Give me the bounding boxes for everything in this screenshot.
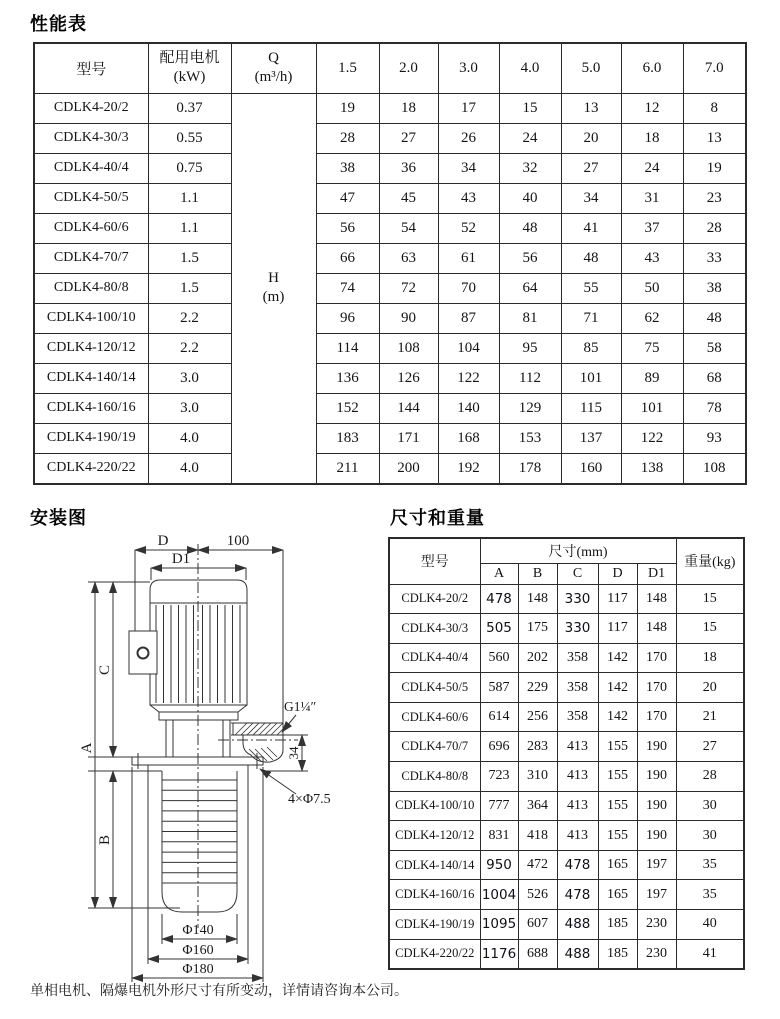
dims-cell-value: 688 (518, 939, 557, 969)
dims-cell-value: 330 (557, 584, 598, 614)
dims-cell-value: 190 (637, 732, 676, 762)
dims-cell-model: CDLK4-20/2 (389, 584, 480, 614)
perf-cell-head: 122 (621, 423, 683, 453)
dia-140-label: Φ140 (182, 923, 214, 938)
perf-cell-head: 54 (379, 213, 438, 243)
perf-header-flow-5: 5.0 (561, 43, 621, 93)
perf-cell-head: 74 (316, 273, 379, 303)
perf-header-flow-6: 6.0 (621, 43, 683, 93)
perf-row (34, 243, 746, 273)
perf-cell-head: 112 (499, 363, 561, 393)
perf-cell-model: CDLK4-140/14 (34, 363, 148, 393)
perf-cell-power: 3.0 (148, 363, 231, 393)
perf-cell-power: 2.2 (148, 333, 231, 363)
perf-cell-head: 36 (379, 153, 438, 183)
perf-cell-head: 33 (683, 243, 746, 273)
perf-cell-power: 0.37 (148, 93, 231, 123)
dims-cell-value: 418 (518, 821, 557, 851)
dims-cell-weight: 30 (676, 821, 744, 851)
perf-cell-head: 178 (499, 453, 561, 484)
dims-row (389, 791, 744, 821)
dia-160-label: Φ160 (182, 943, 214, 958)
dims-cell-value: 155 (598, 821, 637, 851)
perf-cell-power: 0.55 (148, 123, 231, 153)
perf-cell-head: 171 (379, 423, 438, 453)
perf-cell-head: 108 (379, 333, 438, 363)
perf-header-motor-line2: (kW) (173, 69, 206, 86)
perf-cell-head: 78 (683, 393, 746, 423)
dims-cell-value: 229 (518, 673, 557, 703)
dims-cell-weight: 35 (676, 880, 744, 910)
dims-cell-value: 560 (480, 643, 518, 673)
dims-cell-weight: 27 (676, 732, 744, 762)
dimensions-section-title: 尺寸和重量 (390, 508, 485, 528)
perf-header-model: 型号 (34, 43, 148, 93)
bolt-holes-label: 4×Φ7.5 (288, 792, 331, 807)
perf-row (34, 183, 746, 213)
perf-cell-head: 136 (316, 363, 379, 393)
perf-cell-head: 129 (499, 393, 561, 423)
dims-row (389, 732, 744, 762)
perf-header-motor (148, 43, 231, 93)
dims-cell-weight: 20 (676, 673, 744, 703)
perf-cell-head: 96 (316, 303, 379, 333)
perf-cell-head: 137 (561, 423, 621, 453)
perf-cell-head: 19 (316, 93, 379, 123)
dims-cell-value: 614 (480, 702, 518, 732)
perf-cell-head: 55 (561, 273, 621, 303)
perf-cell-head: 68 (683, 363, 746, 393)
perf-cell-head: 18 (379, 93, 438, 123)
dims-cell-value: 330 (557, 614, 598, 644)
dims-cell-value: 587 (480, 673, 518, 703)
installation-diagram (50, 528, 385, 988)
dims-cell-value: 607 (518, 910, 557, 940)
dims-row (389, 584, 744, 614)
perf-cell-power: 0.75 (148, 153, 231, 183)
dims-cell-model: CDLK4-160/16 (389, 880, 480, 910)
dim-label-b: B (97, 834, 113, 846)
perf-cell-head: 40 (499, 183, 561, 213)
perf-cell-head: 66 (316, 243, 379, 273)
dims-cell-model: CDLK4-120/12 (389, 821, 480, 851)
dims-row (389, 880, 744, 910)
dims-cell-value: 358 (557, 673, 598, 703)
dims-cell-value: 185 (598, 939, 637, 969)
perf-cell-head: 26 (438, 123, 499, 153)
dims-cell-value: 505 (480, 614, 518, 644)
dims-row (389, 702, 744, 732)
dims-cell-value: 478 (557, 880, 598, 910)
perf-cell-head: 101 (561, 363, 621, 393)
perf-cell-head: 17 (438, 93, 499, 123)
perf-header-flow-line1: Q (268, 50, 279, 67)
perf-cell-head: 61 (438, 243, 499, 273)
perf-cell-head: 41 (561, 213, 621, 243)
perf-cell-head: 20 (561, 123, 621, 153)
perf-cell-head: 34 (438, 153, 499, 183)
perf-row (34, 213, 746, 243)
dims-cell-value: 413 (557, 732, 598, 762)
perf-cell-head: 108 (683, 453, 746, 484)
dims-cell-value: 1176 (480, 939, 518, 969)
perf-cell-head: 32 (499, 153, 561, 183)
perf-cell-head: 70 (438, 273, 499, 303)
perf-header-flow-4: 4.0 (499, 43, 561, 93)
perf-cell-head: 114 (316, 333, 379, 363)
dims-cell-value: 175 (518, 614, 557, 644)
dim-label-d: D (157, 533, 169, 549)
dims-cell-value: 358 (557, 643, 598, 673)
dims-cell-value: 142 (598, 643, 637, 673)
dims-cell-value: 148 (637, 584, 676, 614)
dims-cell-value: 170 (637, 673, 676, 703)
perf-cell-head: 211 (316, 453, 379, 484)
dims-cell-value: 165 (598, 880, 637, 910)
perf-cell-head: 12 (621, 93, 683, 123)
perf-header-motor-line1: 配用电机 (159, 50, 220, 67)
dims-cell-weight: 30 (676, 791, 744, 821)
perf-cell-head: 126 (379, 363, 438, 393)
perf-cell-head: 144 (379, 393, 438, 423)
dims-cell-model: CDLK4-190/19 (389, 910, 480, 940)
dims-cell-model: CDLK4-40/4 (389, 643, 480, 673)
perf-header-flow-2: 2.0 (379, 43, 438, 93)
dims-cell-value: 478 (480, 584, 518, 614)
dims-cell-weight: 18 (676, 643, 744, 673)
dims-cell-weight: 35 (676, 850, 744, 880)
dims-cell-value: 488 (557, 939, 598, 969)
perf-cell-model: CDLK4-220/22 (34, 453, 148, 484)
perf-cell-model: CDLK4-160/16 (34, 393, 148, 423)
dia-180-label: Φ180 (182, 962, 214, 977)
dims-cell-value: 155 (598, 732, 637, 762)
perf-cell-head: 101 (621, 393, 683, 423)
dims-cell-weight: 15 (676, 584, 744, 614)
perf-cell-model: CDLK4-50/5 (34, 183, 148, 213)
perf-cell-head: 8 (683, 93, 746, 123)
dims-cell-value: 488 (557, 910, 598, 940)
dims-cell-weight: 28 (676, 762, 744, 792)
dims-cell-value: 364 (518, 791, 557, 821)
perf-cell-head: 192 (438, 453, 499, 484)
dims-cell-model: CDLK4-220/22 (389, 939, 480, 969)
dims-row (389, 614, 744, 644)
perf-cell-head: 89 (621, 363, 683, 393)
dims-cell-value: 142 (598, 673, 637, 703)
perf-cell-power: 1.5 (148, 243, 231, 273)
dims-subheader-a: A (480, 563, 518, 584)
perf-cell-head: 48 (683, 303, 746, 333)
perf-cell-head: 48 (499, 213, 561, 243)
dims-cell-value: 117 (598, 584, 637, 614)
perf-cell-head: 56 (316, 213, 379, 243)
dims-cell-value: 472 (518, 850, 557, 880)
barrel-stages (162, 780, 237, 883)
perf-cell-head: 18 (621, 123, 683, 153)
dims-subheader-c: C (557, 563, 598, 584)
perf-cell-power: 4.0 (148, 453, 231, 484)
dims-row (389, 762, 744, 792)
perf-cell-power: 4.0 (148, 423, 231, 453)
perf-cell-head: 37 (621, 213, 683, 243)
perf-cell-head: 140 (438, 393, 499, 423)
perf-cell-head: 75 (621, 333, 683, 363)
perf-cell-head: 90 (379, 303, 438, 333)
dims-cell-value: 478 (557, 850, 598, 880)
perf-cell-power: 1.5 (148, 273, 231, 303)
dims-cell-value: 117 (598, 614, 637, 644)
dims-cell-value: 185 (598, 910, 637, 940)
perf-cell-head: 47 (316, 183, 379, 213)
dims-cell-model: CDLK4-70/7 (389, 732, 480, 762)
perf-cell-head: 38 (316, 153, 379, 183)
dims-cell-value: 230 (637, 939, 676, 969)
dims-cell-weight: 21 (676, 702, 744, 732)
perf-cell-head: 27 (561, 153, 621, 183)
dims-cell-value: 310 (518, 762, 557, 792)
dims-cell-model: CDLK4-30/3 (389, 614, 480, 644)
dims-cell-value: 1004 (480, 880, 518, 910)
dims-header-weight: 重量(kg) (676, 538, 744, 584)
perf-cell-head: 115 (561, 393, 621, 423)
dims-cell-value: 256 (518, 702, 557, 732)
dims-cell-value: 358 (557, 702, 598, 732)
dims-cell-value: 413 (557, 762, 598, 792)
perf-row (34, 303, 746, 333)
dims-cell-value: 148 (518, 584, 557, 614)
perf-cell-head: 104 (438, 333, 499, 363)
perf-row (34, 423, 746, 453)
dims-cell-value: 170 (637, 643, 676, 673)
perf-cell-model: CDLK4-70/7 (34, 243, 148, 273)
perf-cell-head: 95 (499, 333, 561, 363)
footnote: 单相电机、隔爆电机外形尺寸有所变动，详情请咨询本公司。 (30, 984, 408, 999)
perf-row (34, 453, 746, 484)
dims-cell-weight: 41 (676, 939, 744, 969)
perf-cell-head: 13 (683, 123, 746, 153)
perf-cell-head: 13 (561, 93, 621, 123)
perf-cell-head: 63 (379, 243, 438, 273)
dims-cell-model: CDLK4-60/6 (389, 702, 480, 732)
dims-row (389, 939, 744, 969)
dim-label-a: A (79, 742, 95, 754)
perf-cell-head-unit: H (m) (231, 93, 316, 484)
perf-cell-head: 58 (683, 333, 746, 363)
perf-cell-model: CDLK4-60/6 (34, 213, 148, 243)
perf-cell-head: 168 (438, 423, 499, 453)
dims-header-model: 型号 (389, 538, 480, 584)
dims-cell-value: 777 (480, 791, 518, 821)
perf-cell-head: 38 (683, 273, 746, 303)
perf-cell-head: 122 (438, 363, 499, 393)
perf-cell-head: 48 (561, 243, 621, 273)
perf-cell-head: 56 (499, 243, 561, 273)
dims-cell-model: CDLK4-100/10 (389, 791, 480, 821)
dim-label-c: C (97, 664, 113, 676)
dims-cell-value: 155 (598, 791, 637, 821)
perf-cell-model: CDLK4-100/10 (34, 303, 148, 333)
dims-cell-value: 526 (518, 880, 557, 910)
dims-cell-value: 1095 (480, 910, 518, 940)
perf-row (34, 393, 746, 423)
dim-label-d1: D1 (171, 551, 191, 567)
installation-section-title: 安装图 (30, 508, 87, 528)
dims-cell-model: CDLK4-80/8 (389, 762, 480, 792)
dims-cell-value: 197 (637, 880, 676, 910)
perf-cell-head: 50 (621, 273, 683, 303)
dims-subheader-d: D (598, 563, 637, 584)
perf-row (34, 123, 746, 153)
perf-row (34, 93, 746, 123)
terminal-box (129, 631, 157, 674)
perf-cell-head: 138 (621, 453, 683, 484)
dims-row (389, 910, 744, 940)
dims-cell-value: 723 (480, 762, 518, 792)
dims-cell-value: 170 (637, 702, 676, 732)
dims-cell-value: 190 (637, 762, 676, 792)
perf-cell-head: 28 (683, 213, 746, 243)
dim-label-34: 34 (286, 746, 301, 760)
perf-cell-head: 183 (316, 423, 379, 453)
perf-cell-head: 87 (438, 303, 499, 333)
perf-cell-head: 62 (621, 303, 683, 333)
dims-cell-value: 165 (598, 850, 637, 880)
perf-row (34, 273, 746, 303)
perf-cell-power: 1.1 (148, 183, 231, 213)
dimensions-weight-table (388, 537, 745, 970)
dims-cell-weight: 15 (676, 614, 744, 644)
perf-cell-head: 71 (561, 303, 621, 333)
dims-header-size: 尺寸(mm) (480, 538, 676, 563)
perf-cell-model: CDLK4-190/19 (34, 423, 148, 453)
perf-header-flow-1: 1.5 (316, 43, 379, 93)
dims-cell-value: 413 (557, 791, 598, 821)
dims-cell-value: 190 (637, 821, 676, 851)
dims-row (389, 673, 744, 703)
perf-cell-model: CDLK4-120/12 (34, 333, 148, 363)
perf-cell-head: 34 (561, 183, 621, 213)
dims-row (389, 643, 744, 673)
dims-cell-value: 413 (557, 821, 598, 851)
perf-cell-head: 45 (379, 183, 438, 213)
dims-subheader-d1: D1 (637, 563, 676, 584)
dims-cell-model: CDLK4-50/5 (389, 673, 480, 703)
dims-cell-value: 696 (480, 732, 518, 762)
dims-cell-value: 190 (637, 791, 676, 821)
perf-header-flow-3: 3.0 (438, 43, 499, 93)
perf-header-flow-7: 7.0 (683, 43, 746, 93)
perf-header-flow (231, 43, 316, 93)
perf-cell-head: 160 (561, 453, 621, 484)
dims-subheader-b: B (518, 563, 557, 584)
perf-cell-head: 52 (438, 213, 499, 243)
perf-cell-head: 85 (561, 333, 621, 363)
perf-cell-head: 27 (379, 123, 438, 153)
dims-cell-value: 230 (637, 910, 676, 940)
dims-cell-value: 202 (518, 643, 557, 673)
dims-cell-value: 831 (480, 821, 518, 851)
perf-cell-head: 43 (621, 243, 683, 273)
perf-cell-power: 2.2 (148, 303, 231, 333)
dims-cell-value: 197 (637, 850, 676, 880)
perf-cell-head: 23 (683, 183, 746, 213)
dims-cell-value: 142 (598, 702, 637, 732)
perf-cell-head: 28 (316, 123, 379, 153)
perf-cell-head: 24 (621, 153, 683, 183)
perf-cell-model: CDLK4-80/8 (34, 273, 148, 303)
dims-cell-value: 950 (480, 850, 518, 880)
dims-row (389, 821, 744, 851)
port-thread-label: G1¼″ (284, 699, 317, 714)
dims-row (389, 850, 744, 880)
perf-cell-model: CDLK4-30/3 (34, 123, 148, 153)
performance-section-title: 性能表 (30, 14, 87, 34)
dims-cell-value: 148 (637, 614, 676, 644)
dims-cell-value: 283 (518, 732, 557, 762)
holes-leader (260, 769, 296, 794)
perf-cell-head: 19 (683, 153, 746, 183)
perf-cell-head: 81 (499, 303, 561, 333)
perf-cell-power: 1.1 (148, 213, 231, 243)
perf-cell-head: 72 (379, 273, 438, 303)
perf-cell-head: 31 (621, 183, 683, 213)
perf-row (34, 333, 746, 363)
performance-table (33, 42, 747, 485)
perf-cell-head: 43 (438, 183, 499, 213)
perf-cell-head: 64 (499, 273, 561, 303)
thread-leader (282, 715, 296, 732)
perf-cell-head: 152 (316, 393, 379, 423)
dims-cell-value: 155 (598, 762, 637, 792)
perf-cell-head: 24 (499, 123, 561, 153)
perf-cell-head: 93 (683, 423, 746, 453)
perf-cell-model: CDLK4-40/4 (34, 153, 148, 183)
perf-cell-head: 153 (499, 423, 561, 453)
perf-header-flow-line2: (m³/h) (254, 69, 293, 86)
perf-cell-head: 200 (379, 453, 438, 484)
perf-row (34, 153, 746, 183)
dim-label-100: 100 (226, 533, 250, 549)
dims-cell-weight: 40 (676, 910, 744, 940)
perf-row (34, 363, 746, 393)
perf-cell-model: CDLK4-20/2 (34, 93, 148, 123)
perf-cell-power: 3.0 (148, 393, 231, 423)
perf-cell-head: 15 (499, 93, 561, 123)
dims-cell-model: CDLK4-140/14 (389, 850, 480, 880)
